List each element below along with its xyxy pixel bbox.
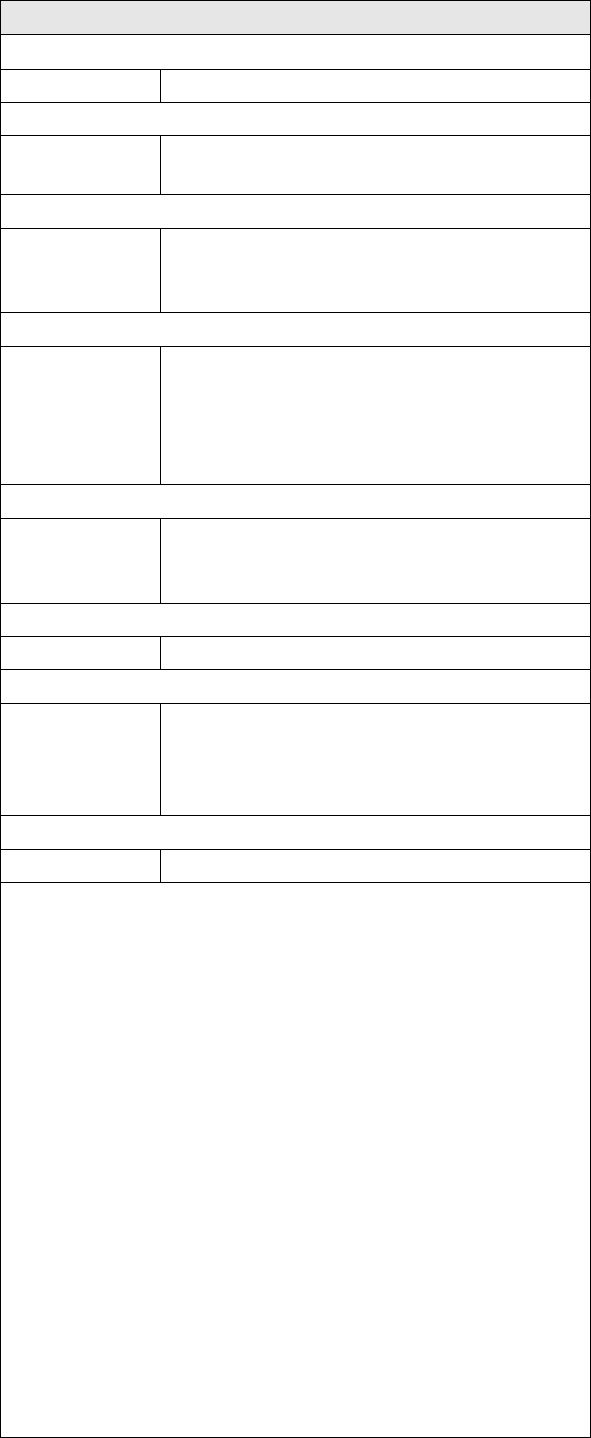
frequency-column: [1, 850, 161, 882]
reaction-column: [161, 70, 590, 102]
reaction-group: [1, 346, 590, 484]
category-row: [1, 484, 590, 518]
frequency-column: [1, 229, 161, 312]
category-row: [1, 669, 590, 703]
frequency-column: [1, 347, 161, 484]
reaction-group: [1, 636, 590, 669]
category-row: [1, 815, 590, 849]
category-row: [1, 603, 590, 636]
category-row: [1, 312, 590, 346]
reaction-group: [1, 135, 590, 194]
reaction-column: [161, 347, 590, 484]
category-row: [1, 102, 590, 135]
category-row: [1, 34, 590, 68]
frequency-column: [1, 136, 161, 194]
reaction-column: [161, 637, 590, 669]
reaction-group: [1, 849, 590, 882]
category-row: [1, 194, 590, 228]
frequency-column: [1, 637, 161, 669]
reaction-group: [1, 228, 590, 312]
reaction-group: [1, 518, 590, 603]
reaction-column: [161, 229, 590, 312]
table-title-row: [1, 1, 590, 34]
reaction-column: [161, 136, 590, 194]
category-row: [1, 882, 590, 916]
frequency-column: [1, 70, 161, 102]
reaction-group: [1, 703, 590, 815]
reaction-column: [161, 850, 590, 882]
frequency-column: [1, 704, 161, 815]
frequency-column: [1, 519, 161, 603]
reaction-column: [161, 519, 590, 603]
reaction-group: [1, 69, 590, 102]
reaction-column: [161, 704, 590, 815]
